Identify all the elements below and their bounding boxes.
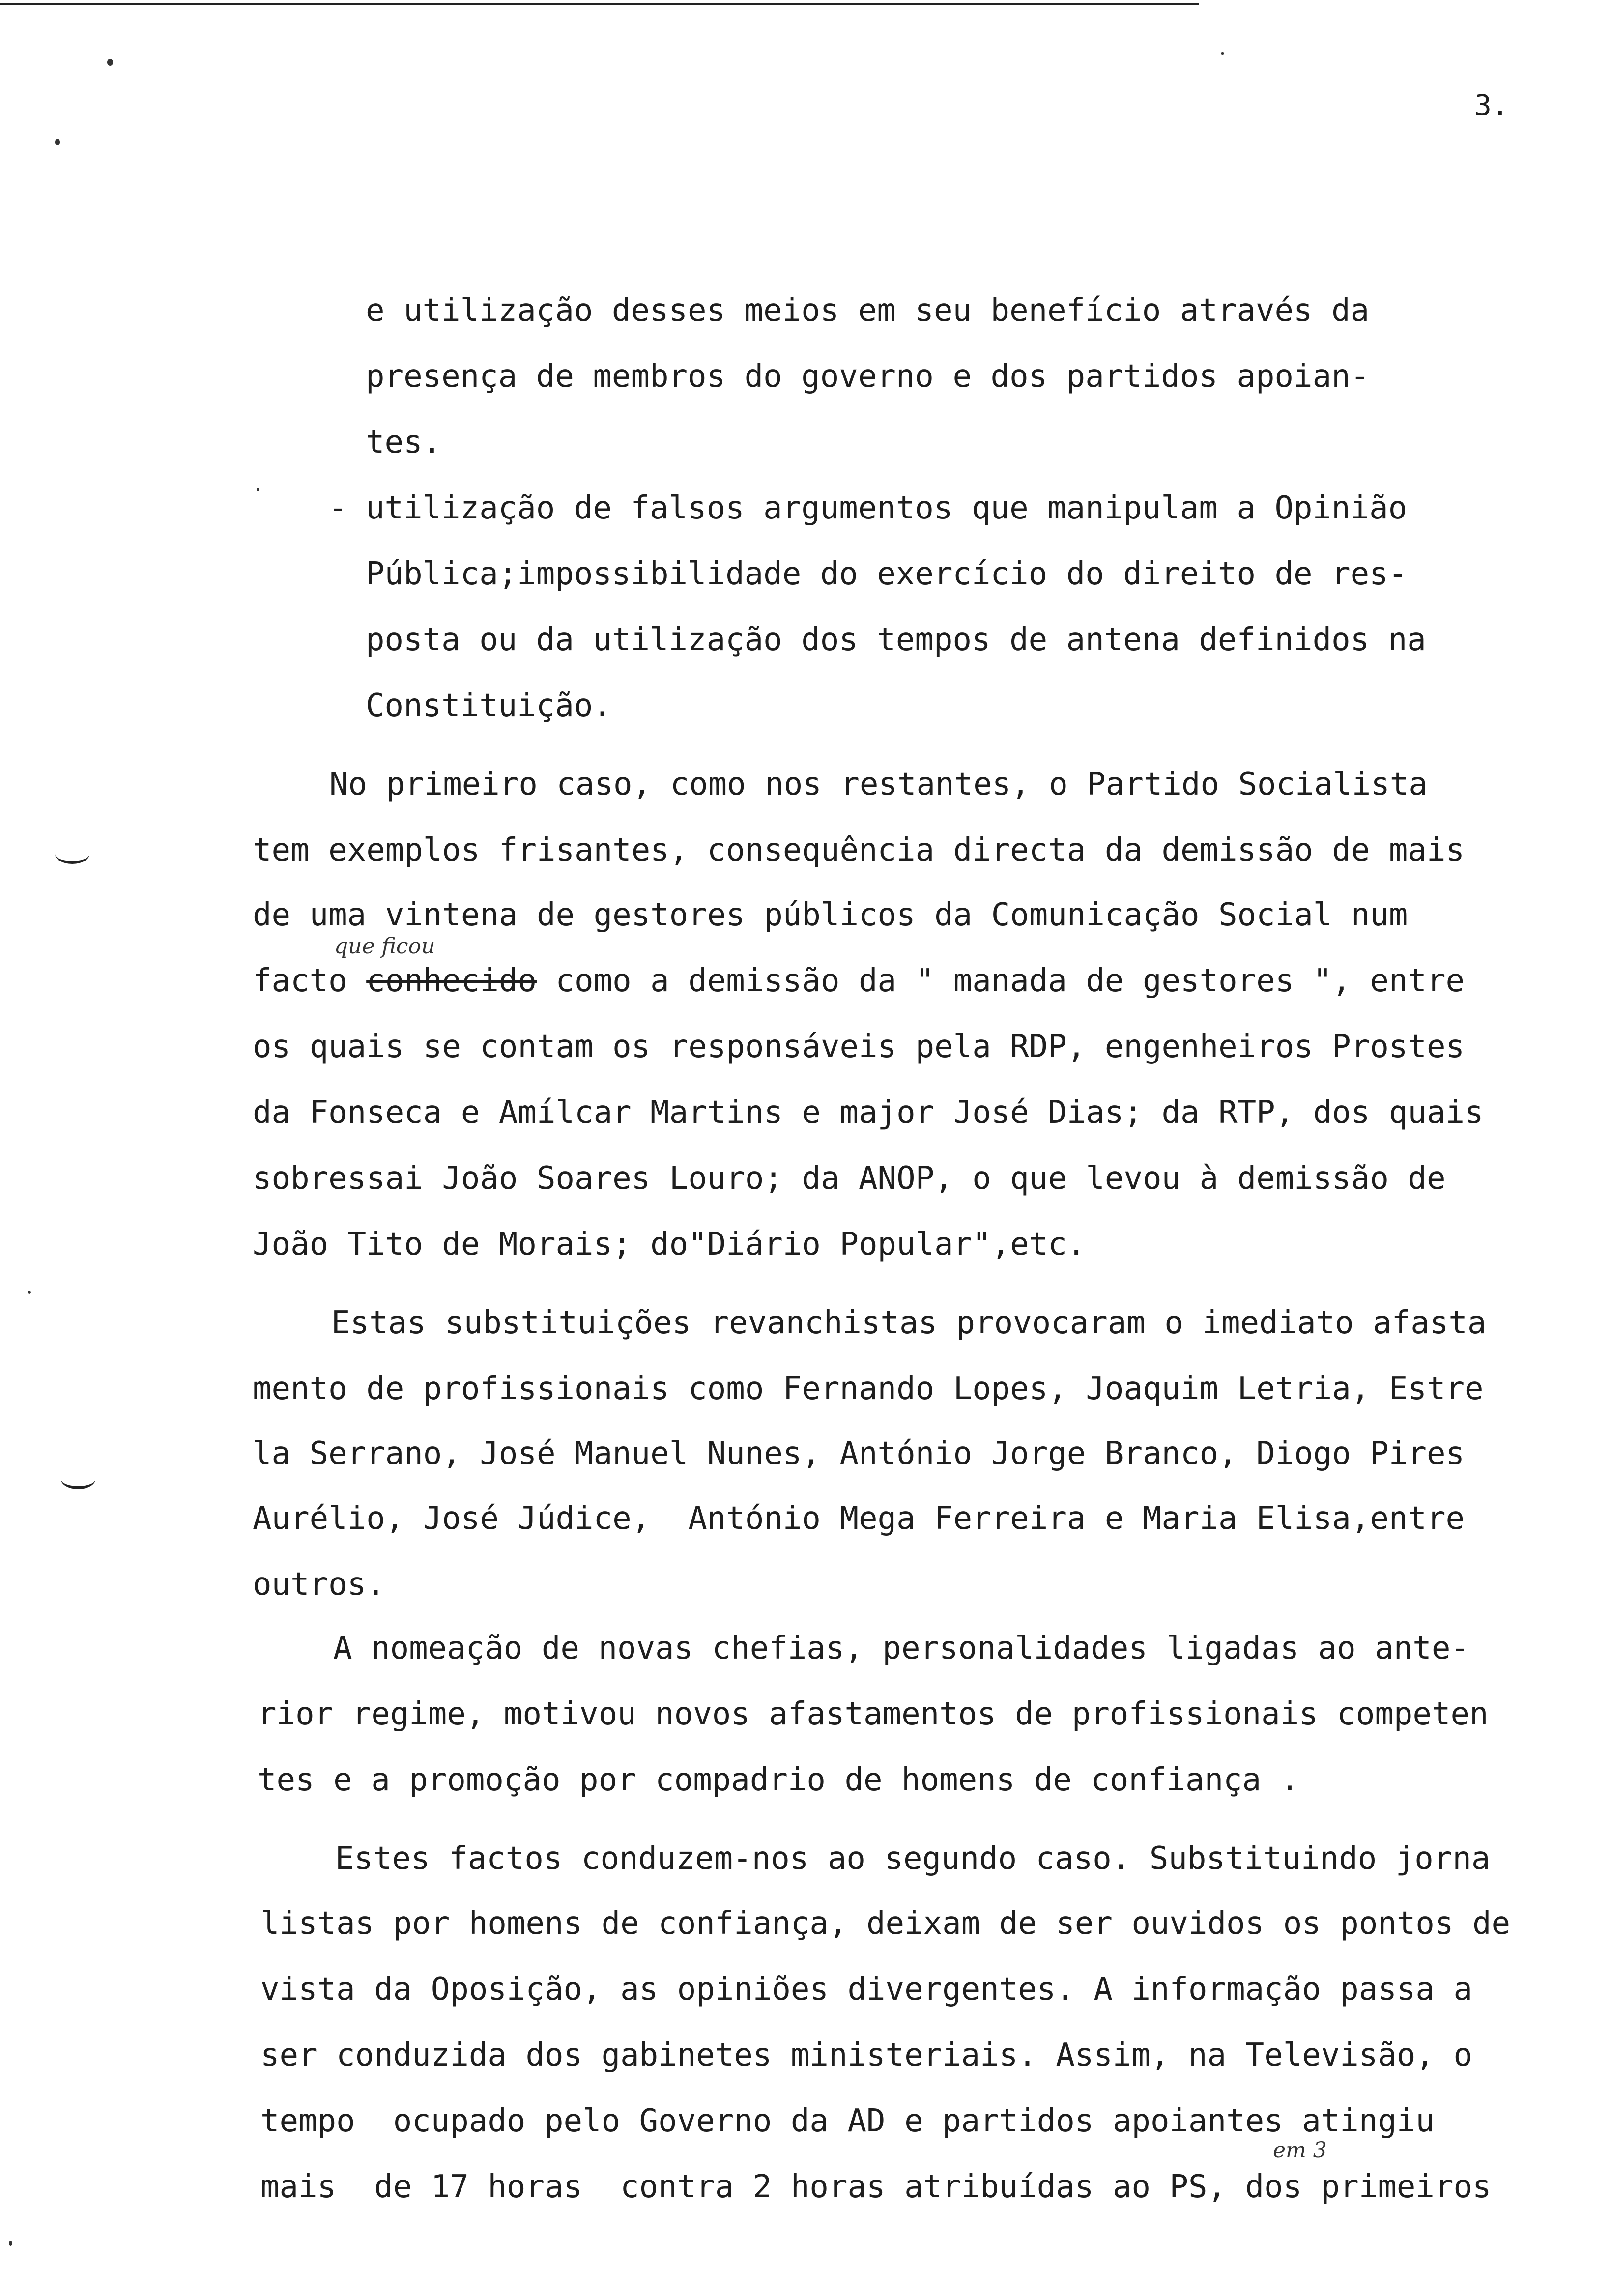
text-line: vista da Oposição, as opiniões divergentes. A informação passa a <box>260 1971 1472 2008</box>
text-line: e utilização desses meios em seu benefício através da <box>366 292 1370 329</box>
margin-mark <box>55 844 89 864</box>
scan-speck <box>28 1291 31 1294</box>
text-line: rior regime, motivou novos afastamentos de profissionais competen <box>258 1696 1489 1732</box>
text-line: mento de profissionais como Fernando Lopes, Joaquim Letria, Estre <box>253 1371 1484 1407</box>
text-line: tem exemplos frisantes, consequência directa da demissão de mais <box>253 832 1465 868</box>
page-number: 3. <box>1474 88 1509 122</box>
text-line: tes e a promoção por compadrio de homens de confiança . <box>258 1762 1299 1798</box>
text-line-with-correction <box>253 965 1465 997</box>
text-line: tempo ocupado pelo Governo da AD e partidos apoiantes atingiu <box>260 2103 1435 2139</box>
text-line: No primeiro caso, como nos restantes, o Partido Socialista <box>329 766 1428 803</box>
text-line: Pública;impossibilidade do exercício do direito de res- <box>366 556 1408 592</box>
scan-speck <box>55 139 60 145</box>
text-line: Estes factos conduzem-nos ao segundo caso. Substituindo jorna <box>335 1840 1491 1877</box>
scan-speck <box>9 2241 12 2246</box>
scan-speck <box>257 488 259 491</box>
bullet-marker: - <box>328 490 347 526</box>
text-line: ser conduzida dos gabinetes ministeriais. Assim, na Televisão, o <box>260 2037 1472 2073</box>
text-line: tes. <box>366 424 442 460</box>
text-line: sobressai João Soares Louro; da ANOP, o que levou à demissão de <box>253 1160 1446 1197</box>
text-line: Aurélio, José Júdice, António Mega Ferreira e Maria Elisa,entre <box>253 1500 1465 1537</box>
text-fragment: como a demissão da " manada de gestores ", entre <box>536 963 1465 999</box>
scan-speck <box>1221 52 1224 55</box>
margin-mark <box>61 1469 95 1489</box>
text-line: Constituição. <box>366 688 612 724</box>
text-fragment: facto <box>253 963 347 999</box>
struck-word: conhecido <box>366 963 537 999</box>
text-line: da Fonseca e Amílcar Martins e major José Dias; da RTP, dos quais <box>253 1094 1484 1131</box>
top-rule <box>0 3 1199 5</box>
text-line: de uma vintena de gestores públicos da Comunicação Social num <box>253 897 1408 933</box>
text-line: posta ou da utilização dos tempos de antena definidos na <box>366 622 1426 658</box>
text-line: os quais se contam os responsáveis pela RDP, engenheiros Prostes <box>253 1029 1465 1065</box>
handwritten-annotation: em 3 <box>1273 2138 1327 2163</box>
text-line: utilização de falsos argumentos que manipulam a Opinião <box>366 490 1408 526</box>
text-line: presença de membros do governo e dos partidos apoian- <box>366 358 1370 395</box>
text-line: mais de 17 horas contra 2 horas atribuídas ao PS, dos primeiros <box>260 2169 1492 2205</box>
text-line: Estas substituições revanchistas provocaram o imediato afasta <box>331 1305 1487 1341</box>
handwritten-annotation: que ficou <box>334 934 435 959</box>
text-line: A nomeação de novas chefias, personalidades ligadas ao ante- <box>333 1630 1469 1666</box>
scan-speck <box>107 59 113 66</box>
text-line: la Serrano, José Manuel Nunes, António Jorge Branco, Diogo Pires <box>253 1435 1465 1472</box>
text-line: outros. <box>253 1566 385 1603</box>
text-line: João Tito de Morais; do"Diário Popular",etc. <box>253 1226 1086 1263</box>
text-line: listas por homens de confiança, deixam de ser ouvidos os pontos de <box>260 1905 1511 1942</box>
